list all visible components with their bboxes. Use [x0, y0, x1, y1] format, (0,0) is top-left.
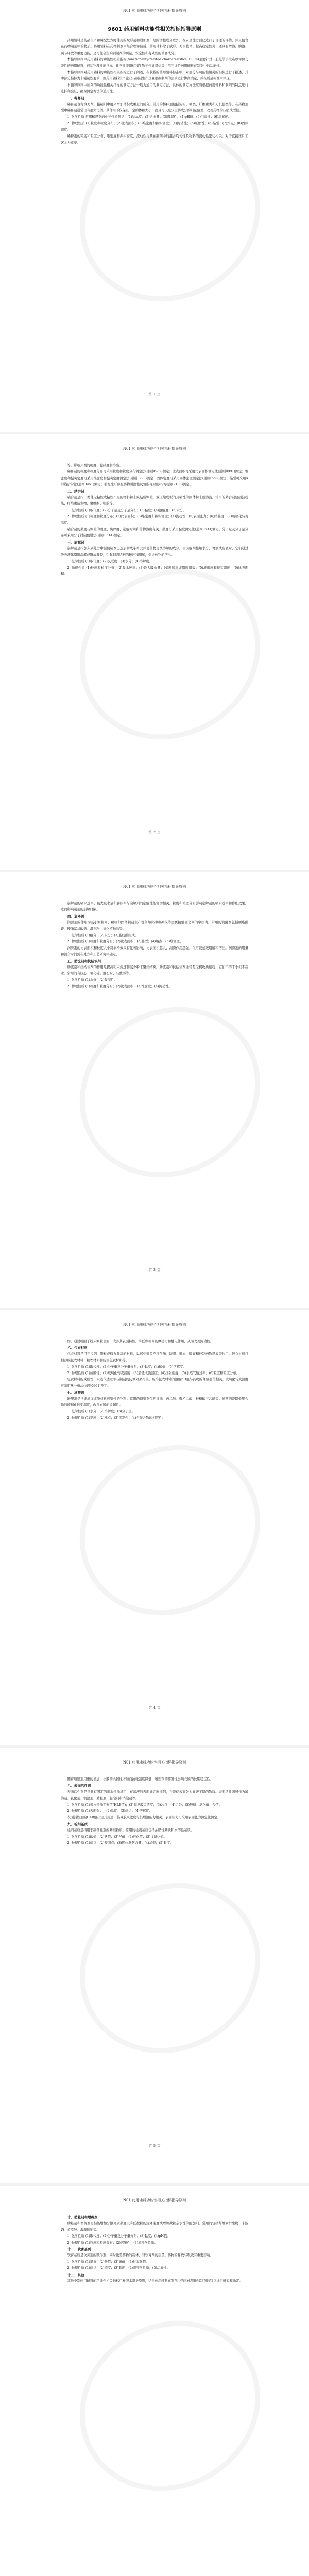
page-footer — [0, 1267, 309, 1272]
footer-suffix: 页 — [157, 1706, 161, 1710]
paragraph: 1. 化学性质 (1)水分；(2)溶解度；(3)分子量。 — [67, 1410, 135, 1414]
document-page — [0, 1752, 309, 2178]
paragraph: 等，影响片剂的硬度、脆碎度和溶出。 — [67, 464, 123, 467]
page-separator — [0, 870, 309, 872]
running-header: N01 药用辅料功能性相关指标指导原则 — [123, 1323, 186, 1327]
section-heading: 十一、软膏基质 — [67, 2247, 91, 2252]
paragraph: 1. 化学性质 (1)酸值；(2)碘值；(3)羟值；(4)皂化值；(5)过氧化值。 — [67, 1835, 167, 1839]
paragraph: 助悬剂和增稠剂是指能增加分散介质黏度以降低微粒的沉降速度或增加微粒亲水性的附加剂。常用的包括纤维素衍生物、卡波姆、黄原胶、海藻酸钠等。 — [61, 2222, 248, 2232]
section-heading: 十二、其他 — [67, 2273, 84, 2277]
footer-label: 第 — [148, 830, 152, 834]
page-body — [61, 901, 248, 1256]
paragraph: 2. 物理性质 (1)粒度和粒度分布；(2)比表面积；(3)堆密度和振实密度；(4)流动性；(5)表面张力；(6)结晶度；(7)玻璃化转变温度。 — [61, 515, 248, 525]
paragraph: 稀释剂也称填充剂，指制剂中用来增加体积或重量的成分。常用的稀释剂包括淀粉、糖类、纤维素类和无机盐类等。在药物剂型中稀释剂通常占有很大比例，其作用不仅保证一定的体积大小，而且可以减少主药成分的剂量偏差，改善药物的压缩成型性。 — [61, 103, 248, 113]
paragraph: 2. 物理性质 (1)黏度；(2)沸点；(3)挥发性；(4)与聚合物的相容性。 — [67, 1416, 166, 1420]
running-header: N01 药用辅料功能性相关指标指导原则 — [123, 1760, 186, 1765]
running-header: N01 药用辅料功能性相关指标指导原则 — [123, 447, 186, 451]
paragraph: 1. 化学性质 (1)取代度；(2)分子量及分子量分布；(3)黏度；(4)溶解度；(5)水分。 — [67, 508, 186, 512]
paragraph: 2. 物理性质 (1)成膜性；(2)玻璃化转变温度；(3)最低成膜温度；(4)抗张强度；(5)水蒸气透过率；(6)粒度和粒度分布。 — [67, 1371, 239, 1376]
page-separator — [0, 2183, 309, 2186]
paragraph: 软膏基质是软膏剂的赋形剂，同时也是药物的载体，对软膏剂的质量、药物的释放与吸收有重要影响。 — [67, 2253, 213, 2258]
page-number: 3 — [153, 1268, 156, 1272]
section-heading: 六、包衣材料 — [67, 1346, 88, 1350]
paragraph: 本指导原则中药用辅料的功能性相关指标(functionality-related characteristics, FRCs)主要针对一般化学手段难以评价功能性的药用辅料，包括物理性能指标、化学性能指标和生物学性能指标等，用于评价药用辅料在制剂中的功能性。 — [61, 58, 248, 68]
page-number: 2 — [153, 830, 156, 834]
paragraph: 2. 物理性质 (1)表面张力；(2)黏度；(3)熔点；(4)溶解度。 — [67, 1809, 152, 1814]
document-title: 9601 药用辅料功能性相关指标指导原则 — [108, 27, 201, 32]
paragraph: 如，通过吸附于粉末颗粒表面，改善其表面特性，降低颗粒间的摩擦力和静电作用，从而改善流动性。 — [67, 1340, 213, 1343]
section-heading: 十、助悬剂和增稠剂 — [67, 2215, 98, 2219]
document-page — [0, 1314, 309, 1740]
section-heading: 二、粘合剂 — [67, 489, 84, 494]
paragraph: 粘合剂的黏度与颗粒的硬度、脆碎度、崩解时间和药物溶出有关。黏度可采用黏度测定法(通则0633)测定，分子量及分子量分布可采用分子排阻色谱法(通则0514)测定。 — [61, 528, 248, 538]
page-footer — [0, 392, 309, 396]
section-heading: 一、稀释剂 — [67, 96, 84, 100]
page-number: 5 — [153, 2144, 156, 2148]
paragraph: 栓剂基质是指用于制备栓剂的基础物质。常用的栓剂基质包括油脂性基质和水溶性基质。 — [67, 1828, 194, 1833]
footer-suffix: 页 — [157, 830, 161, 834]
paragraph: 1. 化学性质 (1)组分；(2)酸值；(3)碘值；(4)过氧化值。 — [67, 2260, 149, 2264]
page-body — [61, 1338, 248, 1694]
footer-suffix: 页 — [157, 2144, 161, 2148]
paragraph: 本指导原则中所列的功能性相关指标的测定方法一般为通用的测定方法，具体的测定方法应当根据药用辅料和制剂的特点进行选择和验证，确保测定方法的适用性。 — [61, 83, 248, 94]
running-header: N01 药用辅料功能性相关指标指导原则 — [123, 2198, 186, 2202]
page-body — [61, 2214, 248, 2570]
paragraph: 1. 化学性质 (1)取代度；(2)分子量及分子量分布；(3)黏度；(4)酸值；(5)溶解度。 — [67, 1365, 186, 1369]
page-number: 4 — [153, 1706, 156, 1710]
paragraph: 其他类别药用辅料的功能性相关指标可参照本指导原则，结合药用辅料在制剂中的具体用途和制剂的特点进行研究和确定。 — [67, 2279, 243, 2283]
footer-label: 第 — [148, 392, 152, 396]
page-body — [61, 25, 248, 380]
page-body — [61, 1776, 248, 2132]
paragraph: 稀释剂的粒度和粒度分布可采用粒度和粒度分布测定法(通则0982)测定；比表面积可采用比表面积测定法(通则0991)测定；堆密度和振实密度可采用堆密度和振实密度测定法(通则0993)测定；固体密度可采用固体密度测定法(通则0992)测定；晶型可采用X射线衍射法(通则0451)测定；引湿性可参照药物引湿性试验指导原则(指导原则9103)测定。 — [61, 470, 248, 487]
footer-suffix: 页 — [157, 392, 161, 396]
section-heading: 七、增塑剂 — [67, 1391, 84, 1395]
paragraph: 2. 物理性质 (1)熔点；(2)稠度；(3)黏度；(4)流变学性质；(5)涂展性。 — [67, 2266, 170, 2270]
paragraph: 增塑剂是指能增加成膜材料可塑性的物料。常用的增塑剂包括甘油、丙二醇、聚乙二醇、柠檬酸三乙酯等。增塑剂能降低聚合物的玻璃化转变温度，改善衣膜的柔韧性。 — [61, 1397, 248, 1408]
page-footer — [0, 1705, 309, 1710]
paragraph: 润滑剂的作用为减小颗粒间、颗粒和固体制剂生产设备如片冲和冲模等金属接触面之间的摩擦力。常用的润滑剂包括硬脂酸镁、硬脂富马酸钠、滑石粉、氢化植物油等。 — [61, 921, 248, 931]
paragraph: 药用辅料是药品生产和调配处方时使用的赋形剂和附加剂，是除活性成分以外，在安全性方面已进行了合理的评估，并且包含在药物制剂中的物质。药用辅料在药物制剂中经合理评估后，药用辅料除了赋形、充当载体、提高稳定性外，还具有增溶、助溶、调节释放等重要功能，是可能会影响到制剂的质量、安全性和有效性的重要成分。 — [61, 39, 248, 55]
section-heading: 八、表面活性剂 — [67, 1784, 91, 1788]
document-page — [0, 0, 309, 427]
paragraph: 1. 化学性质 常用稀释剂的化学性质包括：(1)结晶度；(2)含水量；(3)吸湿性；(4)pH值；(5)引湿性；(6)溶解度。 — [67, 115, 232, 119]
paragraph: 1. 化学性质 (1)取代度；(2)分子量及分子量分布；(3)黏度；(4)pH值。 — [67, 2234, 170, 2239]
paragraph: 1. 化学性质 (1)组分；(2)水分；(3)脂肪酸组成。 — [67, 934, 139, 938]
paragraph: 表面活性剂的HLB值决定其用途，临界胶束浓度与其增溶能力相关。表面张力可采用表面张力测定法测定。 — [67, 1816, 221, 1820]
footer-label: 第 — [148, 1268, 152, 1272]
document-page — [0, 2190, 309, 2576]
page-body — [61, 463, 248, 818]
running-header: N01 药用辅料功能性相关指标指导原则 — [123, 885, 186, 889]
section-heading: 三、崩解剂 — [67, 540, 84, 545]
paragraph: 2. 物理性质 (1)粒度和粒度分布；(2)比表面积；(3)堆密度和振实密度；(4)流动性；(5)压缩性；(6)晶型；(7)熔点；(8)固体密度。 — [61, 122, 248, 132]
paragraph: 1. 化学性质 (1)取代度；(2)交联度；(3)水分；(4)溶解度。 — [67, 560, 152, 564]
page-separator — [0, 1308, 309, 1310]
document-page — [0, 438, 309, 865]
paragraph: 崩解剂的吸水速率、最大吸水量和膨胀率与崩解剂的崩解性能密切相关，粒度和粒度分布影响崩解剂的吸水速率和膨胀效果，进而影响制剂的崩解时限。 — [61, 902, 248, 912]
paragraph: 2. 物理性质 (1)粒度和粒度分布；(2)溶胀性；(3)流变学性质。 — [67, 2241, 158, 2245]
paragraph: 包衣材料是用于片剂、颗粒或微丸外层的材料，以起到遮盖不良气味、防潮、避光、隔离和控制药物释放等作用。包衣材料包括薄膜包衣材料、糖衣材料和肠溶包衣材料等。 — [61, 1352, 248, 1363]
paragraph: 崩解剂是指加入到处方中促使制剂迅速崩解成小单元并使药物更快溶解的成分。当崩解剂接触水分、胃液或肠液时，它们通过吸收液体膨胀溶解或形成凝胶，引起制剂结构的破坏和崩解，促进药物的溶出。 — [61, 547, 248, 557]
paragraph: 助流剂和抗结块剂的作用是提高粉末流速和减少粉末聚集结块。助流剂和抗结块剂通常是无机物质细粉，它们不溶于水但不疏水。常用的有胶态二氧化硅、滑石粉、硅酸钙等。 — [61, 965, 248, 976]
section-heading: 九、栓剂基质 — [67, 1822, 88, 1826]
paragraph: 2. 物理性质 (1)粒度和粒度分布；(2)比表面积；(3)堆密度；(4)流动性。 — [67, 985, 172, 989]
footer-label: 第 — [148, 2144, 152, 2148]
paragraph: 2. 物理性质 (1)粒度和粒度分布；(2)吸水速率；(3)最大吸水量；(4)膨胀率或膨胀指数；(5)堆密度和振实密度；(6)比表面积。 — [61, 566, 248, 576]
page-footer — [0, 829, 309, 834]
paragraph: 粘合剂是指一类使无粘性或粘性不足的物料粉末聚结成颗粒，或压缩成型的具粘性的固体粉末或溶液。常用的粘合剂包括淀粉浆、纤维素衍生物、聚维酮、明胶等。 — [61, 496, 248, 506]
running-header: N01 药用辅料功能性相关指标指导原则 — [123, 9, 186, 13]
footer-label: 第 — [148, 1706, 152, 1710]
footer-suffix: 页 — [157, 1268, 161, 1272]
section-heading: 四、润滑剂 — [67, 914, 84, 919]
paragraph: 本指导原则对药用辅料的功能性相关指标进行了阐述，在收载的药用辅料标准中，对部分与功能性相关的指标进行了描述，其中部分指标为非强制性要求，由药用辅料生产企业与制剂生产企业根据制剂的需求进行协商确定，并在质量标准中体现。 — [61, 71, 248, 81]
paragraph: 包衣材料的成膜性、水蒸气透过率与制剂的防潮效果相关，肠溶包衣材料的溶解pH值与药物的释放部位相关。玻璃化转变温度可采用热分析法(通则0661)测定。 — [61, 1378, 248, 1388]
paragraph: 润滑剂的比表面积和粒度大小对润滑效果有显著影响，比表面积越大，润滑作用越强，但可能延缓崩解和溶出。润滑剂的用量和混合时间需在处方和工艺研究中确定。 — [61, 946, 248, 957]
section-heading: 五、助流剂和抗结块剂 — [67, 959, 101, 963]
paragraph: 随着增塑剂用量的增加，衣膜的柔韧性增加而抗张强度降低，增塑剂的挥发性影响衣膜的长期稳定性。 — [67, 1777, 213, 1781]
page-number: 1 — [153, 392, 156, 396]
document-page — [0, 876, 309, 1302]
page-footer — [0, 2143, 309, 2148]
paragraph: 1. 化学性质 (1)水分；(2)吸湿性。 — [67, 978, 117, 982]
paragraph: 2. 物理性质 (1)粒度和粒度分布；(2)比表面积；(3)晶型；(4)熔点；(5)堆密度。 — [67, 940, 183, 944]
page-separator — [0, 1745, 309, 1748]
paragraph: 2. 物理性质 (1)熔点；(2)凝固点；(3)固体脂肪含量；(4)晶型；(5)黏度。 — [67, 1841, 174, 1845]
page-separator — [0, 432, 309, 434]
paragraph: 1. 化学性质 (1)亲水亲油平衡值(HLB值)；(2)临界胶束浓度；(3)浊点；(4)组分；(5)酸值、皂化值、羟值。 — [67, 1803, 222, 1807]
paragraph: 表面活性剂是指具有固定的亲水亲油基团，在溶液的表面能定向排列，并能使表面张力显著下降的物质。表面活性剂可作为增溶剂、乳化剂、润湿剂、助悬剂、起泡剂和消泡剂等。 — [61, 1790, 248, 1801]
paragraph: 稀释剂的粒度和粒度分布、堆密度和振实密度、流动性与其在制剂中的混合均匀性及物料的流动性密切相关，对于直接压片工艺尤为重要。 — [61, 134, 248, 145]
